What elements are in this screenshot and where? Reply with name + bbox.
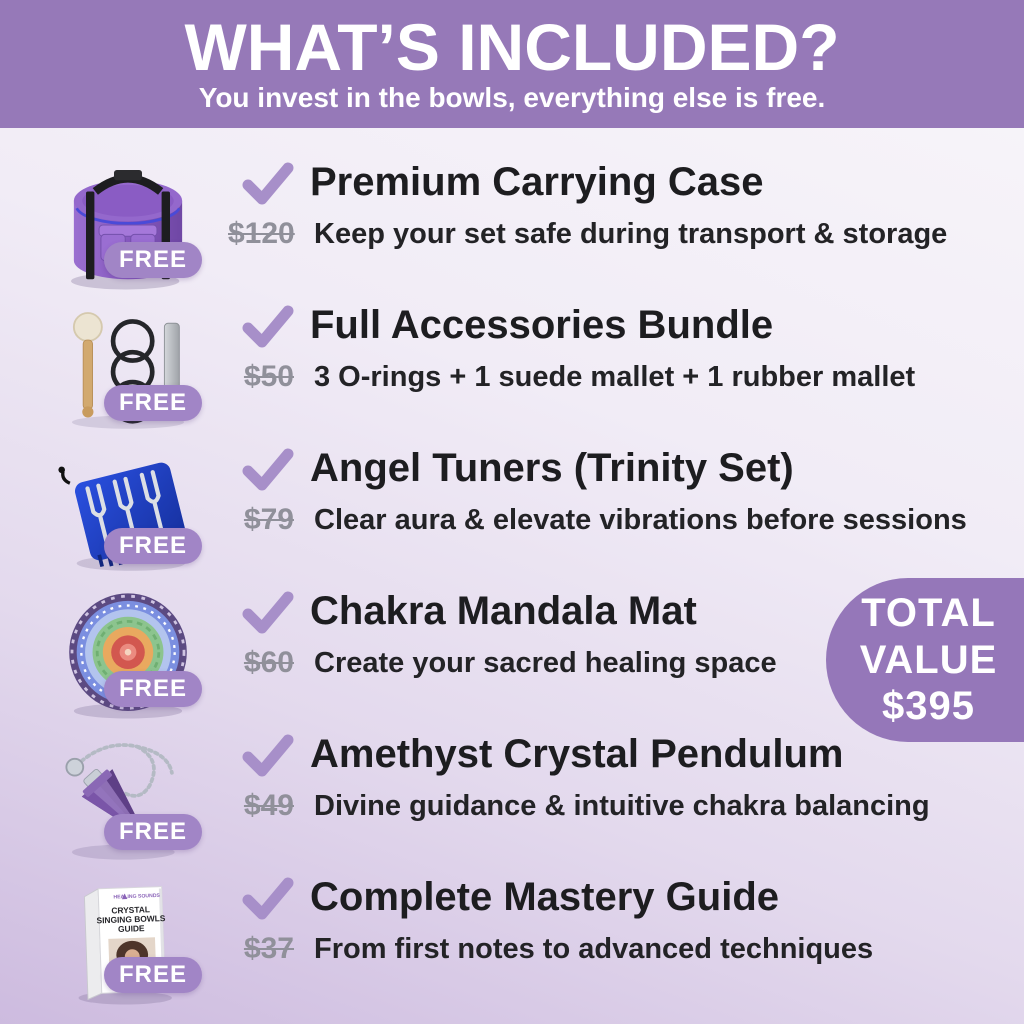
book-title-line1: CRYSTAL [111, 904, 151, 916]
item-description: Create your sacred healing space [314, 647, 777, 679]
item-description: Divine guidance & intuitive chakra balancing [314, 790, 930, 822]
item-row-mastery-guide [0, 865, 1024, 1008]
book-logo-text: HEALING SOUNDS [113, 892, 161, 901]
checkmark-icon [242, 876, 294, 920]
free-badge: FREE [104, 528, 202, 564]
item-description: From first notes to advanced techniques [314, 933, 874, 965]
pendulum-image [48, 728, 208, 868]
item-description: Clear aura & elevate vibrations before sessions [314, 504, 967, 536]
checkmark-icon [242, 447, 294, 491]
item-title: Full Accessories Bundle [310, 303, 774, 347]
item-title: Chakra Mandala Mat [310, 589, 697, 633]
item-row-carrying-case [0, 150, 1024, 293]
item-row-pendulum [0, 722, 1024, 865]
free-badge: FREE [104, 814, 202, 850]
angel-tuners-image [48, 442, 208, 582]
free-badge: FREE [104, 385, 202, 421]
item-original-price: $79 [243, 503, 294, 536]
item-original-price: $49 [243, 789, 294, 822]
item-title: Complete Mastery Guide [310, 875, 780, 919]
accessories-image [48, 299, 208, 439]
page-subtitle: You invest in the bowls, everything else is free. [198, 82, 826, 113]
total-value-line2: VALUE [859, 637, 998, 682]
item-title: Angel Tuners (Trinity Set) [310, 446, 794, 490]
checkmark-icon [242, 590, 294, 634]
free-badge: FREE [104, 671, 202, 707]
item-description: Keep your set safe during transport & storage [314, 218, 948, 250]
item-original-price: $37 [243, 932, 294, 965]
item-title: Premium Carrying Case [310, 160, 764, 204]
total-value-line1: TOTAL [861, 590, 996, 635]
checkmark-icon [242, 304, 294, 348]
mandala-mat-image [48, 585, 208, 725]
item-row-angel-tuners [0, 436, 1024, 579]
item-title: Amethyst Crystal Pendulum [310, 732, 844, 776]
mastery-guide-image [48, 871, 208, 1011]
carrying-case-image [48, 156, 208, 296]
header-banner [0, 0, 1024, 128]
page-title: WHAT’S INCLUDED? [184, 10, 840, 84]
item-original-price: $120 [228, 217, 295, 250]
book-title-line3: GUIDE [117, 923, 145, 935]
total-value-badge [826, 578, 1024, 742]
item-original-price: $60 [243, 646, 294, 679]
checkmark-icon [242, 161, 294, 205]
free-badge: FREE [104, 242, 202, 278]
total-value-amount: $395 [882, 684, 975, 729]
free-badge: FREE [104, 957, 202, 993]
checkmark-icon [242, 733, 294, 777]
book-title-line2: SINGING BOWLS [96, 913, 166, 926]
item-row-accessories [0, 293, 1024, 436]
item-description: 3 O-rings + 1 suede mallet + 1 rubber mallet [314, 361, 916, 393]
item-original-price: $50 [243, 360, 294, 393]
